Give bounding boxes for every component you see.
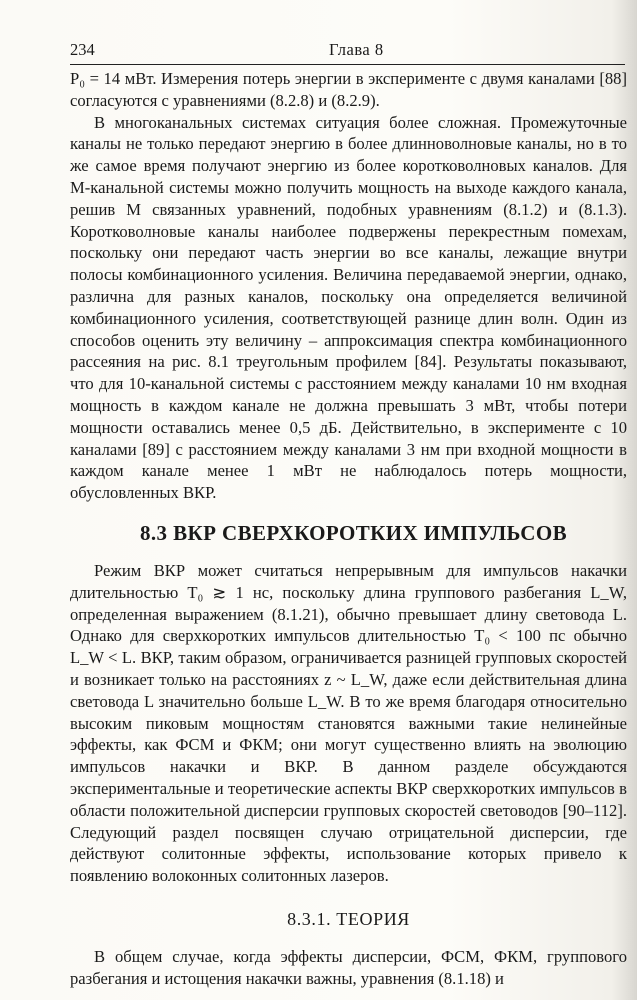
page-number: 234 (70, 40, 95, 59)
paragraph-2: В многоканальных системах ситуация более сложная. Промежуточные каналы не только передают энергию в более длинноволновые каналы, но в то же самое время получают энергию из более коротковолновых каналов. Для M-канальной системы можно получить мощность на выходе каждого канала, решив M связанных уравнений, подобных уравнениям (8.1.2) и (8.1.3). Коротковолновые каналы наиболее подвержены перекрестным помехам, поскольку они передают часть энергии во все каналы, лежащие внутри полосы комбинационного усиления. Величина передаваемой энергии, однако, различна для разных каналов, поскольку она определяется величиной комбинационного усиления, соответствующей разнице длин волн. Один из способов оценить эту величину – аппроксимация спектра комбинационного рассеяния на рис. 8.1 треугольным профилем [84]. Результаты показывают, что для 10-канальной системы с расстоянием между каналами 10 нм входная мощность в каждом канале не должна превышать 3 мВт, чтобы потери мощности оставались менее 0,5 дБ. Действительно, в эксперименте с 10 каналами [89] с расстоянием между каналами 3 нм при входной мощности в каждом канале менее 1 мВт не наблюдалось потерь мощности, обусловленных ВКР. (70, 112, 627, 503)
page-body (70, 68, 627, 989)
paragraph-1: P₀ = 14 мВт. Измерения потерь энергии в эксперименте с двумя каналами [88] согласуются с уравнениями (8.2.8) и (8.2.9). (70, 69, 627, 110)
paragraph-4: В общем случае, когда эффекты дисперсии, ФСМ, ФКМ, группового разбегания и истощения накачки важны, уравнения (8.1.18) и (70, 946, 627, 988)
paragraph-3: Режим ВКР может считаться непрерывным для импульсов накачки длительностью T₀ ≳ 1 нс, поскольку длина группового разбегания L_W, определенная выражением (8.1.21), обычно превышает длину световода L. Однако для сверхкоротких импульсов длительностью T₀ < 100 пс обычно L_W < L. ВКР, таким образом, ограничивается разницей групповых скоростей и возникает только на расстояниях z ~ L_W, даже если действительная длина световода L значительно больше L_W. В то же время благодаря относительно высоким пиковым мощностям становятся важными такие нелинейные эффекты, как ФСМ и ФКМ; они могут существенно влиять на эволюцию импульсов накачки и ВКР. В данном разделе обсуждаются экспериментальные и теоретические аспекты ВКР сверхкоротких импульсов в области положительной дисперсии групповых скоростей световодов [90–112]. Следующий раздел посвящен случаю отрицательной дисперсии, где действуют солитонные эффекты, использование которых привело к появлению волоконных солитонных лазеров. (70, 560, 627, 886)
chapter-title: Глава 8 (329, 40, 384, 59)
header-rule (70, 64, 625, 65)
section-heading: 8.3 ВКР СВЕРХКОРОТКИХ ИМПУЛЬСОВ (140, 520, 567, 545)
subsection-heading: 8.3.1. ТЕОРИЯ (287, 908, 410, 929)
page-header (70, 40, 618, 62)
